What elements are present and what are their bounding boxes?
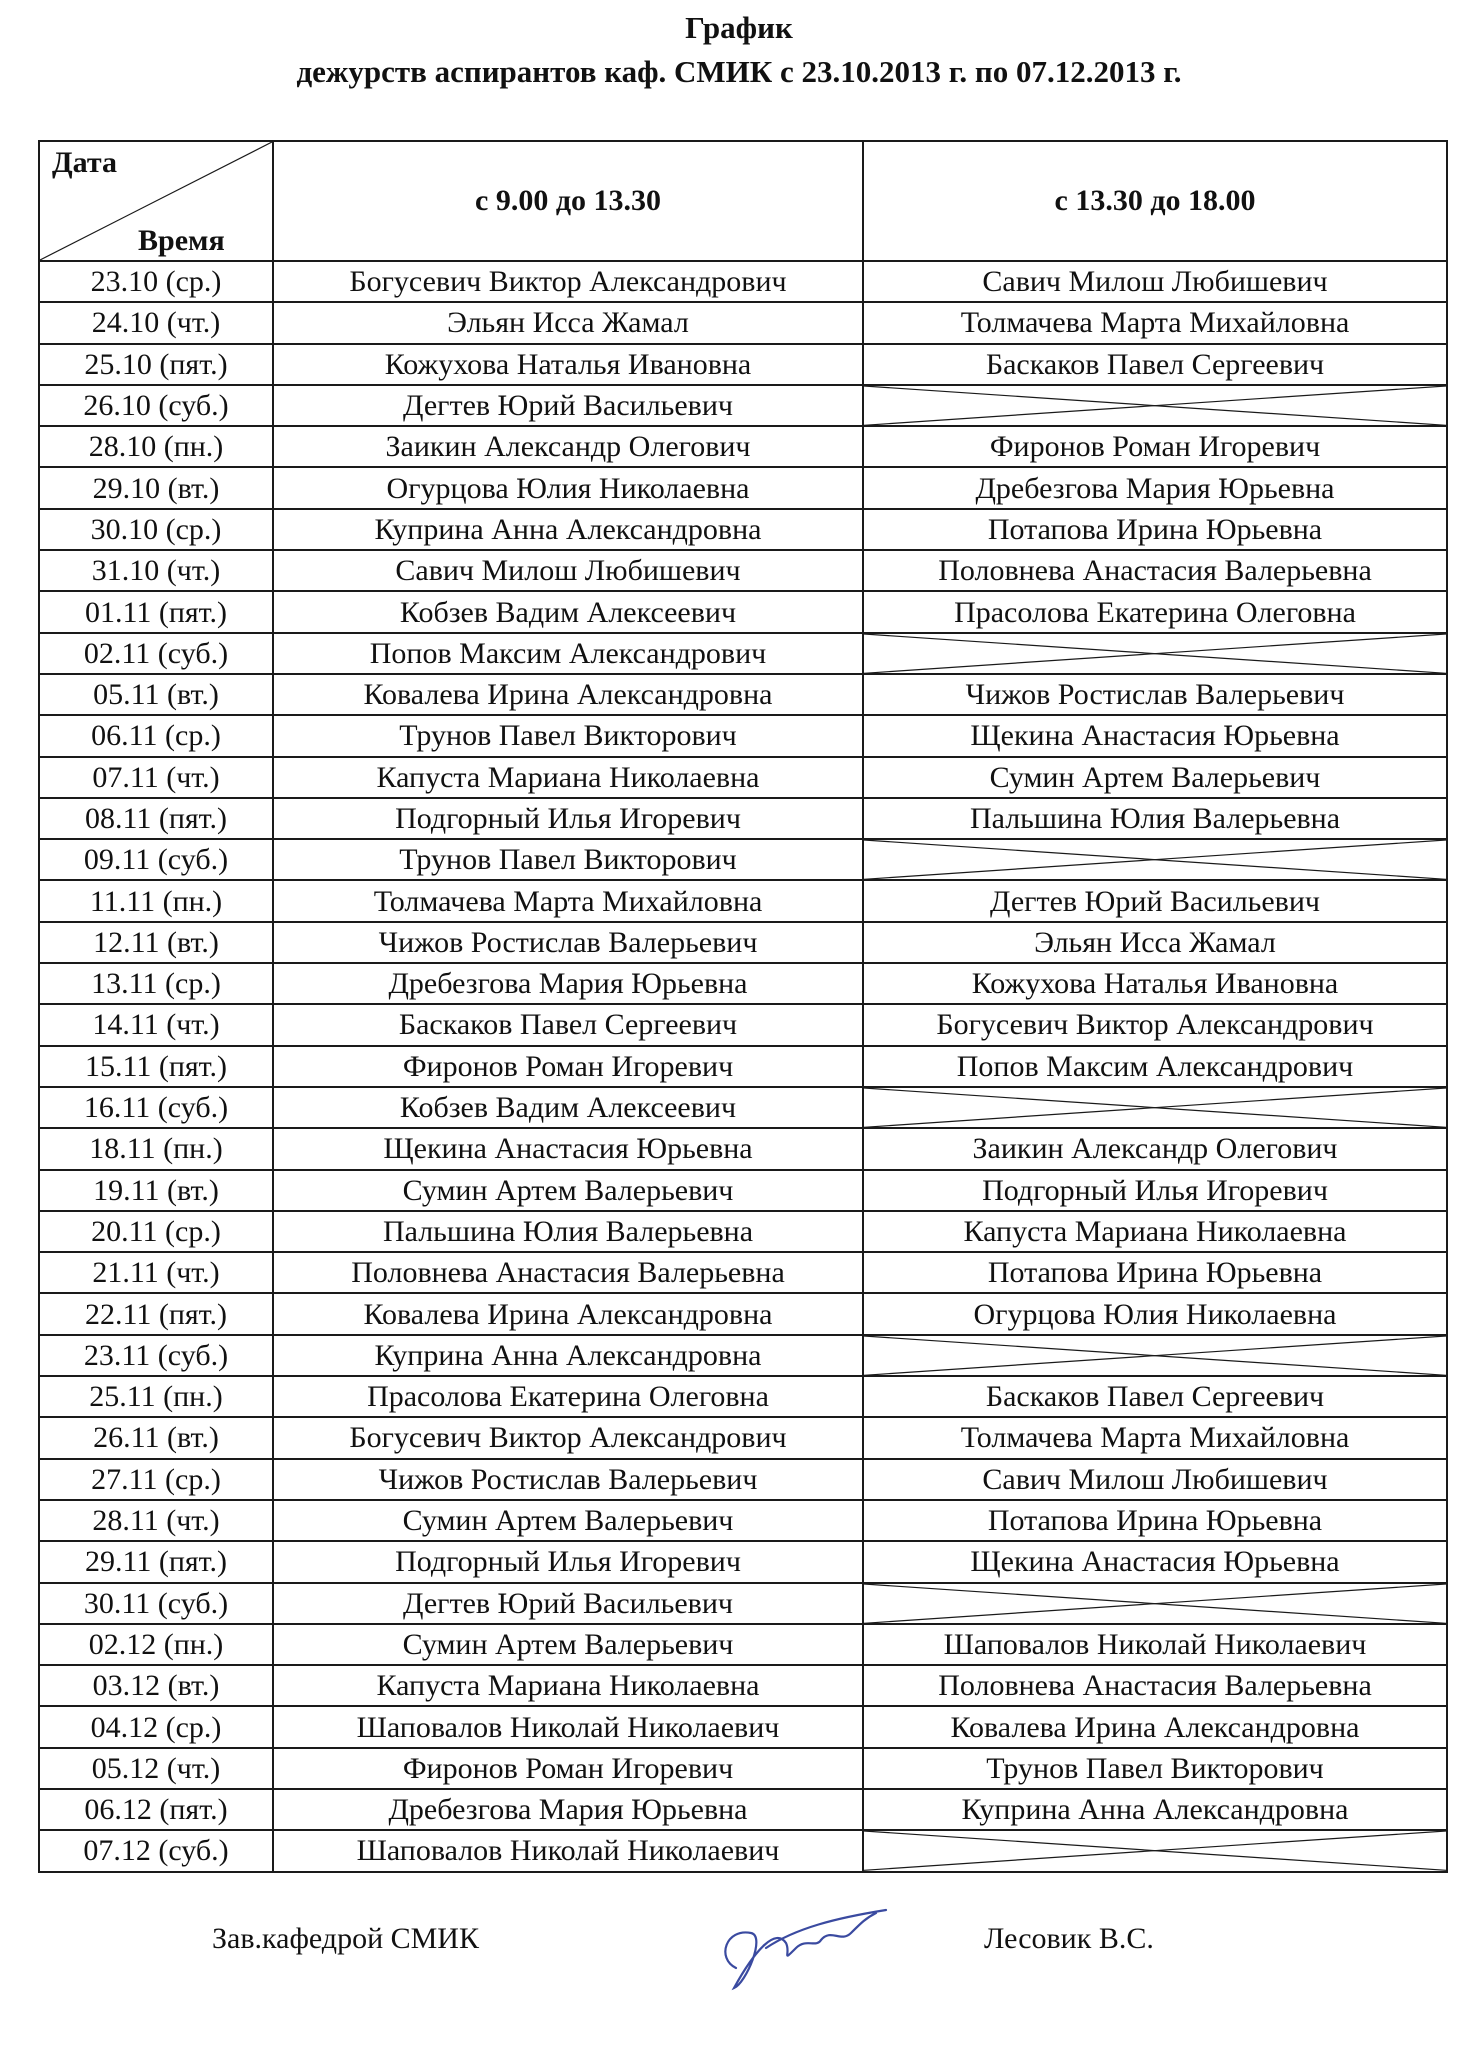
- row-date: 28.10 (пн.): [39, 426, 273, 467]
- row-morning-duty: Эльян Исса Жамал: [273, 302, 863, 343]
- row-evening-crossed-out: [863, 1335, 1447, 1376]
- row-morning-duty: Чижов Ростислав Валерьевич: [273, 1459, 863, 1500]
- row-morning-duty: Фиронов Роман Игоревич: [273, 1046, 863, 1087]
- cross-out-mark: [864, 386, 1446, 425]
- row-evening-crossed-out: [863, 839, 1447, 880]
- row-evening-duty: Огурцова Юлия Николаевна: [863, 1293, 1447, 1334]
- row-morning-duty: Щекина Анастасия Юрьевна: [273, 1128, 863, 1169]
- document-title: [0, 6, 1478, 94]
- row-evening-duty: Трунов Павел Викторович: [863, 1748, 1447, 1789]
- table-row: [39, 1417, 1447, 1458]
- table-row: [39, 963, 1447, 1004]
- corner-label-date: Дата: [52, 146, 117, 179]
- table-row: [39, 1335, 1447, 1376]
- table-row: [39, 839, 1447, 880]
- row-evening-duty: Половнева Анастасия Валерьевна: [863, 550, 1447, 591]
- row-morning-duty: Сумин Артем Валерьевич: [273, 1170, 863, 1211]
- cross-out-mark: [864, 634, 1446, 673]
- row-evening-duty: Потапова Ирина Юрьевна: [863, 1500, 1447, 1541]
- row-evening-duty: Прасолова Екатерина Олеговна: [863, 591, 1447, 632]
- row-date: 07.12 (суб.): [39, 1830, 273, 1871]
- signatory-position: Зав.кафедрой СМИК: [212, 1922, 479, 1955]
- row-morning-duty: Шаповалов Николай Николаевич: [273, 1830, 863, 1871]
- row-date: 23.10 (ср.): [39, 261, 273, 302]
- table-row: [39, 1004, 1447, 1045]
- table-row: [39, 1665, 1447, 1706]
- row-morning-duty: Толмачева Марта Михайловна: [273, 880, 863, 921]
- row-evening-duty: Капуста Мариана Николаевна: [863, 1211, 1447, 1252]
- corner-header-cell: [39, 141, 273, 261]
- cross-out-mark: [864, 1336, 1446, 1375]
- table-row: [39, 715, 1447, 756]
- row-morning-duty: Огурцова Юлия Николаевна: [273, 467, 863, 508]
- row-evening-duty: Савич Милош Любишевич: [863, 1459, 1447, 1500]
- row-morning-duty: Куприна Анна Александровна: [273, 1335, 863, 1376]
- row-date: 04.12 (ср.): [39, 1706, 273, 1747]
- row-date: 05.11 (вт.): [39, 674, 273, 715]
- row-evening-duty: Половнева Анастасия Валерьевна: [863, 1665, 1447, 1706]
- column-header-morning: с 9.00 до 13.30: [273, 141, 863, 261]
- row-date: 28.11 (чт.): [39, 1500, 273, 1541]
- row-morning-duty: Куприна Анна Александровна: [273, 509, 863, 550]
- row-evening-duty: Кожухова Наталья Ивановна: [863, 963, 1447, 1004]
- table-row: [39, 344, 1447, 385]
- row-morning-duty: Чижов Ростислав Валерьевич: [273, 922, 863, 963]
- table-row: [39, 1376, 1447, 1417]
- table-row: [39, 1541, 1447, 1582]
- row-date: 25.10 (пят.): [39, 344, 273, 385]
- table-row: [39, 1293, 1447, 1334]
- row-date: 05.12 (чт.): [39, 1748, 273, 1789]
- row-date: 25.11 (пн.): [39, 1376, 273, 1417]
- table-row: [39, 1170, 1447, 1211]
- row-evening-duty: Шаповалов Николай Николаевич: [863, 1624, 1447, 1665]
- table-row: [39, 1252, 1447, 1293]
- row-morning-duty: Половнева Анастасия Валерьевна: [273, 1252, 863, 1293]
- row-morning-duty: Дегтев Юрий Васильевич: [273, 1583, 863, 1624]
- row-date: 21.11 (чт.): [39, 1252, 273, 1293]
- row-date: 03.12 (вт.): [39, 1665, 273, 1706]
- row-evening-crossed-out: [863, 633, 1447, 674]
- table-row: [39, 1706, 1447, 1747]
- row-evening-duty: Баскаков Павел Сергеевич: [863, 1376, 1447, 1417]
- row-morning-duty: Кобзев Вадим Алексеевич: [273, 591, 863, 632]
- row-morning-duty: Дребезгова Мария Юрьевна: [273, 1789, 863, 1830]
- table-row: [39, 1459, 1447, 1500]
- table-row: [39, 591, 1447, 632]
- cross-out-mark: [864, 1584, 1446, 1623]
- row-date: 19.11 (вт.): [39, 1170, 273, 1211]
- table-row: [39, 798, 1447, 839]
- row-evening-duty: Попов Максим Александрович: [863, 1046, 1447, 1087]
- row-morning-duty: Савич Милош Любишевич: [273, 550, 863, 591]
- row-evening-crossed-out: [863, 1583, 1447, 1624]
- row-date: 27.11 (ср.): [39, 1459, 273, 1500]
- row-morning-duty: Дегтев Юрий Васильевич: [273, 385, 863, 426]
- row-evening-crossed-out: [863, 385, 1447, 426]
- row-date: 01.11 (пят.): [39, 591, 273, 632]
- row-morning-duty: Пальшина Юлия Валерьевна: [273, 1211, 863, 1252]
- row-evening-duty: Щекина Анастасия Юрьевна: [863, 715, 1447, 756]
- row-morning-duty: Богусевич Виктор Александрович: [273, 1417, 863, 1458]
- corner-label-time: Время: [138, 224, 225, 257]
- row-evening-duty: Эльян Исса Жамал: [863, 922, 1447, 963]
- row-morning-duty: Капуста Мариана Николаевна: [273, 1665, 863, 1706]
- row-evening-duty: Дегтев Юрий Васильевич: [863, 880, 1447, 921]
- row-date: 22.11 (пят.): [39, 1293, 273, 1334]
- cross-out-mark: [864, 840, 1446, 879]
- table-row: [39, 633, 1447, 674]
- row-evening-crossed-out: [863, 1087, 1447, 1128]
- signatory-name: Лесовик В.С.: [984, 1922, 1154, 1955]
- row-date: 13.11 (ср.): [39, 963, 273, 1004]
- row-morning-duty: Фиронов Роман Игоревич: [273, 1748, 863, 1789]
- row-evening-duty: Чижов Ростислав Валерьевич: [863, 674, 1447, 715]
- row-morning-duty: Сумин Артем Валерьевич: [273, 1500, 863, 1541]
- title-line-1: График: [685, 10, 793, 45]
- row-date: 30.11 (суб.): [39, 1583, 273, 1624]
- row-date: 29.10 (вт.): [39, 467, 273, 508]
- row-date: 02.11 (суб.): [39, 633, 273, 674]
- duty-schedule-table: [38, 140, 1448, 1873]
- row-date: 11.11 (пн.): [39, 880, 273, 921]
- table-row: [39, 922, 1447, 963]
- row-morning-duty: Богусевич Виктор Александрович: [273, 261, 863, 302]
- title-line-2: дежурств аспирантов каф. СМИК с 23.10.2013 г. по 07.12.2013 г.: [296, 54, 1182, 89]
- row-morning-duty: Капуста Мариана Николаевна: [273, 757, 863, 798]
- row-date: 20.11 (ср.): [39, 1211, 273, 1252]
- row-date: 31.10 (чт.): [39, 550, 273, 591]
- row-evening-duty: Ковалева Ирина Александровна: [863, 1706, 1447, 1747]
- row-morning-duty: Ковалева Ирина Александровна: [273, 1293, 863, 1334]
- row-morning-duty: Дребезгова Мария Юрьевна: [273, 963, 863, 1004]
- row-evening-duty: Пальшина Юлия Валерьевна: [863, 798, 1447, 839]
- row-date: 06.11 (ср.): [39, 715, 273, 756]
- row-date: 26.11 (вт.): [39, 1417, 273, 1458]
- row-evening-duty: Толмачева Марта Михайловна: [863, 1417, 1447, 1458]
- row-date: 08.11 (пят.): [39, 798, 273, 839]
- row-morning-duty: Сумин Артем Валерьевич: [273, 1624, 863, 1665]
- row-date: 09.11 (суб.): [39, 839, 273, 880]
- table-row: [39, 674, 1447, 715]
- table-row: [39, 1748, 1447, 1789]
- row-evening-duty: Подгорный Илья Игоревич: [863, 1170, 1447, 1211]
- row-date: 29.11 (пят.): [39, 1541, 273, 1582]
- row-evening-duty: Щекина Анастасия Юрьевна: [863, 1541, 1447, 1582]
- table-row: [39, 385, 1447, 426]
- row-morning-duty: Кобзев Вадим Алексеевич: [273, 1087, 863, 1128]
- table-row: [39, 1830, 1447, 1871]
- row-date: 24.10 (чт.): [39, 302, 273, 343]
- row-morning-duty: Кожухова Наталья Ивановна: [273, 344, 863, 385]
- row-morning-duty: Прасолова Екатерина Олеговна: [273, 1376, 863, 1417]
- row-date: 16.11 (суб.): [39, 1087, 273, 1128]
- row-morning-duty: Трунов Павел Викторович: [273, 839, 863, 880]
- row-evening-duty: Сумин Артем Валерьевич: [863, 757, 1447, 798]
- row-date: 30.10 (ср.): [39, 509, 273, 550]
- row-evening-duty: Толмачева Марта Михайловна: [863, 302, 1447, 343]
- row-morning-duty: Подгорный Илья Игоревич: [273, 798, 863, 839]
- table-row: [39, 1583, 1447, 1624]
- table-row: [39, 1087, 1447, 1128]
- row-date: 23.11 (суб.): [39, 1335, 273, 1376]
- signature-icon: [706, 1888, 896, 1998]
- row-date: 18.11 (пн.): [39, 1128, 273, 1169]
- table-row: [39, 1128, 1447, 1169]
- row-evening-duty: Заикин Александр Олегович: [863, 1128, 1447, 1169]
- cross-out-mark: [864, 1831, 1446, 1870]
- row-morning-duty: Трунов Павел Викторович: [273, 715, 863, 756]
- table-row: [39, 1500, 1447, 1541]
- row-date: 26.10 (суб.): [39, 385, 273, 426]
- table-row: [39, 757, 1447, 798]
- row-evening-duty: Савич Милош Любишевич: [863, 261, 1447, 302]
- table-header-row: [39, 141, 1447, 261]
- row-date: 15.11 (пят.): [39, 1046, 273, 1087]
- row-evening-duty: Куприна Анна Александровна: [863, 1789, 1447, 1830]
- table-row: [39, 880, 1447, 921]
- row-morning-duty: Попов Максим Александрович: [273, 633, 863, 674]
- row-morning-duty: Баскаков Павел Сергеевич: [273, 1004, 863, 1045]
- row-date: 14.11 (чт.): [39, 1004, 273, 1045]
- row-evening-duty: Богусевич Виктор Александрович: [863, 1004, 1447, 1045]
- row-evening-duty: Потапова Ирина Юрьевна: [863, 1252, 1447, 1293]
- row-date: 06.12 (пят.): [39, 1789, 273, 1830]
- row-morning-duty: Шаповалов Николай Николаевич: [273, 1706, 863, 1747]
- table-row: [39, 509, 1447, 550]
- table-row: [39, 302, 1447, 343]
- table-row: [39, 550, 1447, 591]
- row-morning-duty: Ковалева Ирина Александровна: [273, 674, 863, 715]
- cross-out-mark: [864, 1088, 1446, 1127]
- column-header-evening: с 13.30 до 18.00: [863, 141, 1447, 261]
- table-row: [39, 467, 1447, 508]
- row-evening-crossed-out: [863, 1830, 1447, 1871]
- table-row: [39, 1624, 1447, 1665]
- table-row: [39, 1211, 1447, 1252]
- row-morning-duty: Подгорный Илья Игоревич: [273, 1541, 863, 1582]
- row-date: 02.12 (пн.): [39, 1624, 273, 1665]
- table-row: [39, 261, 1447, 302]
- row-date: 07.11 (чт.): [39, 757, 273, 798]
- row-evening-duty: Потапова Ирина Юрьевна: [863, 509, 1447, 550]
- row-morning-duty: Заикин Александр Олегович: [273, 426, 863, 467]
- row-date: 12.11 (вт.): [39, 922, 273, 963]
- table-row: [39, 1789, 1447, 1830]
- table-row: [39, 426, 1447, 467]
- row-evening-duty: Фиронов Роман Игоревич: [863, 426, 1447, 467]
- row-evening-duty: Дребезгова Мария Юрьевна: [863, 467, 1447, 508]
- row-evening-duty: Баскаков Павел Сергеевич: [863, 344, 1447, 385]
- table-row: [39, 1046, 1447, 1087]
